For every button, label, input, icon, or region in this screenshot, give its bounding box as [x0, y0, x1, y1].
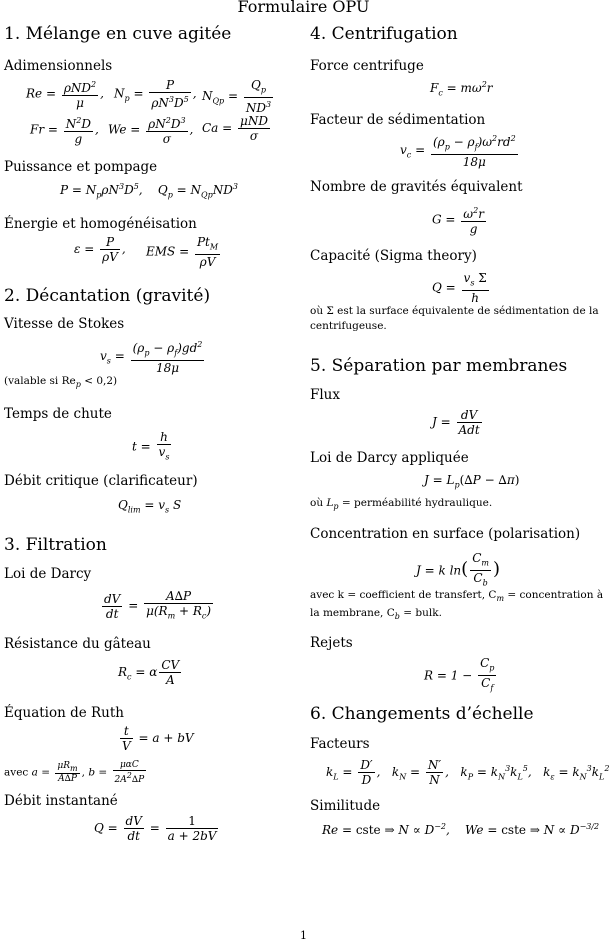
- equation-pumping-number: $N_{Qp}$ = $\frac{Q_p}{ND^3}$: [202, 78, 272, 116]
- cake-resistance-heading: Résistance du gâteau: [4, 636, 151, 652]
- equation-similitude: Re = cste ⇒ $N \propto D^{-2}$, We = cste ⇒ $N \propto D^{-3/2}$: [322, 822, 600, 837]
- similitude-heading: Similitude: [310, 798, 381, 814]
- page-number: 1: [300, 929, 307, 942]
- equation-flux: J = $\frac{dV}{\text{Adt}}$: [432, 408, 480, 437]
- equation-ems: EMS = $\frac{Pt_M}{\rho V}$: [146, 235, 219, 270]
- equation-weber: We = $\frac{\rho N^2D^3}{\sigma}$ ,: [108, 116, 194, 146]
- equation-rejection: R = 1 − $\frac{C_p}{C_f}$: [424, 656, 498, 696]
- section-4-heading: 4. Centrifugation: [310, 24, 458, 44]
- dimless-heading: Adimensionnels: [4, 58, 113, 74]
- polarization-heading: Concentration en surface (polarisation): [310, 526, 581, 542]
- equation-stokes: $v_s$ = $\frac{(\rho_p - \rho_f)gd^2}{18\mu}$: [100, 340, 203, 376]
- ruth-heading: Équation de Ruth: [4, 705, 124, 721]
- equation-instant-flow: Q = $\frac{dV}{dt}$ = $\frac{1}{a + 2bV}$: [94, 814, 217, 843]
- equation-froude: Fr = $\frac{N^2D}{g}$ ,: [30, 116, 99, 146]
- flux-heading: Flux: [310, 387, 340, 403]
- equation-gravity-number: G = $\frac{\omega^2r}{g}$: [432, 206, 484, 236]
- equation-applied-darcy: $J = L_p(\Delta P - \Delta\pi)$: [424, 473, 520, 490]
- page-title: Formulaire OPU: [237, 0, 370, 16]
- rejection-heading: Rejets: [310, 635, 353, 651]
- filtration-darcy-heading: Loi de Darcy: [4, 566, 92, 582]
- equation-power-pumping: $P = N_p\rho N^3D^5$, $Q_p = N_{Qp}ND^3$: [60, 182, 238, 200]
- section-6-heading: 6. Changements d’échelle: [310, 704, 534, 724]
- ruth-coefficients-note: avec a = $\frac{\mu R_m}{A\Delta P}$ , b = $\frac{\text{μαC}}{2A^2\Delta P}$: [4, 760, 145, 785]
- equation-filtration-darcy: $\frac{dV}{dt}$ = $\frac{A\Delta P}{\mu(R_m + R_c)}$: [100, 589, 215, 623]
- left-column: [4, 24, 299, 924]
- sedimentation-heading: Facteur de sédimentation: [310, 112, 486, 128]
- energy-heading: Énergie et homogénéisation: [4, 216, 197, 232]
- stokes-heading: Vitesse de Stokes: [4, 316, 125, 332]
- equation-ruth: $\frac{t}{V}$ = a + bV: [122, 724, 194, 753]
- equation-power-number: $N_p$ = $\frac{P}{\rho N^3D^5}$ ,: [114, 78, 197, 110]
- equation-capillary: Ca = $\frac{\text{μND}}{\sigma}$: [202, 114, 268, 143]
- section-3-heading: 3. Filtration: [4, 535, 107, 555]
- sigma-heading: Capacité (Sigma theory): [310, 248, 477, 264]
- equation-critical-flow: $Q_{lim} = v_s$ S: [118, 498, 182, 515]
- sigma-note: où Σ est la surface équivalente de sédimentation de la centrifugeuse.: [310, 305, 599, 332]
- equation-polarization: J = k ln( $\frac{C_m}{C_b}$ ): [416, 551, 500, 591]
- permeability-note: où $L_p$ = perméabilité hydraulique.: [310, 497, 493, 512]
- gravity-number-heading: Nombre de gravités équivalent: [310, 179, 523, 195]
- section-1-heading: 1. Mélange en cuve agitée: [4, 24, 232, 44]
- right-column: [310, 24, 609, 924]
- fall-time-heading: Temps de chute: [4, 406, 112, 422]
- equation-centrifugal-force: $F_c = m\omega^2r$: [430, 80, 493, 98]
- equation-reynolds: Re = $\frac{\rho ND^2}{\mu}$ ,: [26, 80, 104, 110]
- critical-flow-heading: Débit critique (clarificateur): [4, 473, 198, 489]
- section-2-heading: 2. Décantation (gravité): [4, 286, 211, 306]
- equation-energy: ε = $\frac{P}{\rho V}$ ,: [74, 235, 126, 264]
- instant-flow-heading: Débit instantané: [4, 793, 118, 809]
- equation-scale-factors: $k_L$ = $\frac{D'}{D}$ , $k_N$ = $\frac{N'}{N}$ , $k_P = k_N^3k_L^5$, $k_\varepsilon = k_N^3k_L^2$: [326, 758, 609, 787]
- power-heading: Puissance et pompage: [4, 159, 158, 175]
- equation-sedimentation: $v_c$ = $\frac{(\rho_p - \rho_f)\omega^2rd^2}{18\mu}$: [400, 134, 516, 170]
- stokes-validity-note: (valable si $Re_p < 0,2$): [4, 375, 118, 390]
- applied-darcy-heading: Loi de Darcy appliquée: [310, 450, 469, 466]
- centrifugal-force-heading: Force centrifuge: [310, 58, 424, 74]
- equation-cake-resistance: $R_c = \alpha$ $\frac{CV}{A}$: [118, 658, 180, 687]
- equation-sigma: Q = $\frac{v_s \Sigma}{h}$: [432, 271, 487, 306]
- equation-fall-time: t = $\frac{h}{v_s}$: [132, 430, 173, 464]
- section-5-heading: 5. Séparation par membranes: [310, 356, 568, 376]
- polarization-note: avec k = coefficient de transfert, $C_m$ = concentration à la membrane, $C_b$ = bulk.: [310, 589, 604, 622]
- factors-heading: Facteurs: [310, 736, 370, 752]
